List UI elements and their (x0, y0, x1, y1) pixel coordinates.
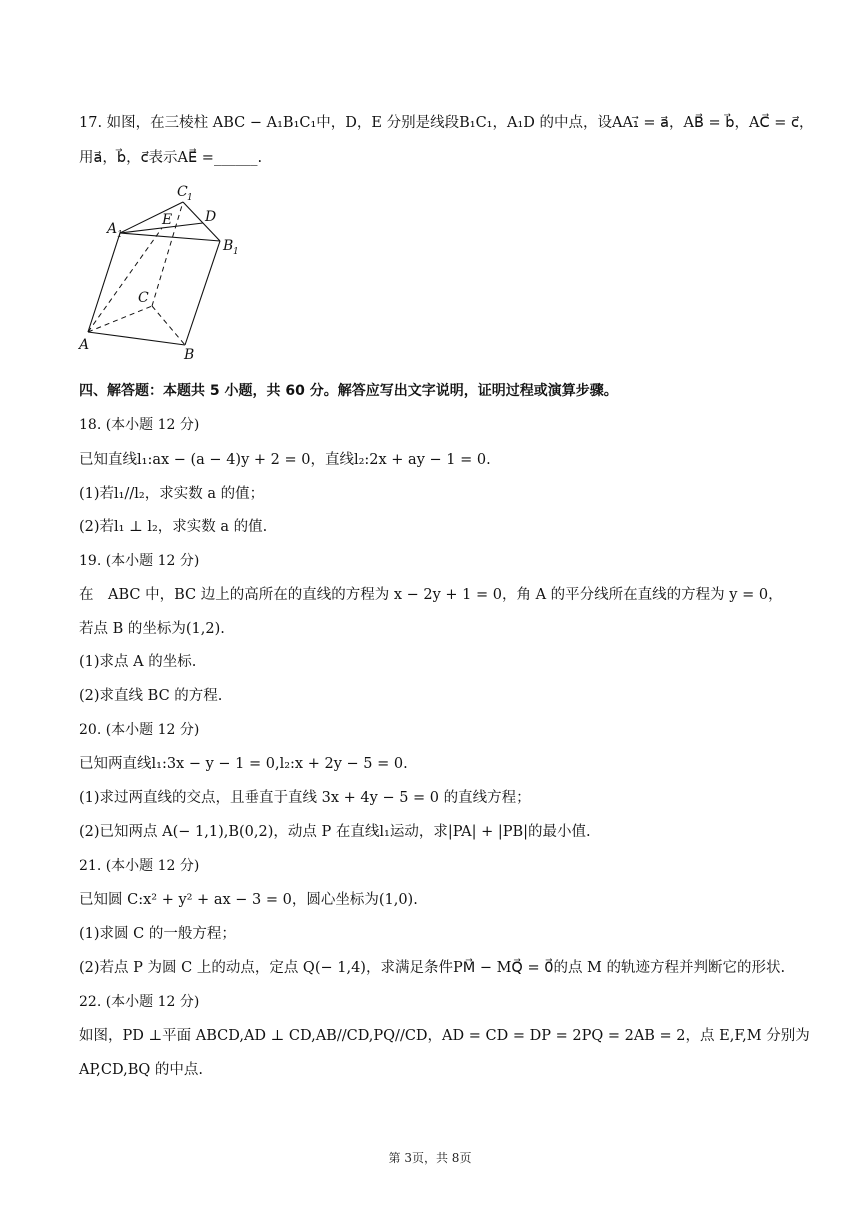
label-d: D (205, 209, 217, 225)
edge-a-b (88, 332, 185, 345)
q19-header: 19. (本小题 12 分) (79, 553, 200, 569)
q19-stem2: 若点 B 的坐标为(1,2). (79, 621, 225, 637)
label-b: B (184, 347, 195, 363)
label-a1: A (107, 221, 118, 237)
q20-header: 20. (本小题 12 分) (79, 722, 200, 738)
q20-stem: 已知两直线l₁:3x − y − 1 = 0,l₂:x + 2y − 5 = 0. (79, 756, 408, 772)
q21-part1: (1)求圆 C 的一般方程； (79, 926, 236, 942)
q17-line2: 用a⃗，b⃗，c⃗表示AE⃗ =______. (79, 150, 263, 166)
label-e: E (162, 212, 173, 228)
label-c: C (138, 290, 149, 306)
label-c1: C (177, 184, 188, 200)
q18-part1: (1)若l₁//l₂，求实数 a 的值； (79, 486, 265, 502)
edge-b-b1 (185, 241, 220, 345)
page-footer: 第 3页，共 8页 (388, 1151, 472, 1165)
q19-stem1: 在 ABC 中，BC 边上的高所在的直线的方程为 x − 2y + 1 = 0，角 A 的平分线所在直线的方程为 y = 0， (79, 587, 783, 603)
q21-header: 21. (本小题 12 分) (79, 858, 200, 874)
q21-stem: 已知圆 C:x² + y² + ax − 3 = 0，圆心坐标为(1,0). (79, 892, 418, 908)
q18-part2: (2)若l₁ ⊥ l₂，求实数 a 的值. (79, 519, 268, 535)
prism-figure (70, 178, 270, 363)
edge-a1-b1 (120, 233, 220, 241)
label-a: A (79, 337, 90, 353)
section-4-heading: 四、解答题：本题共 5 小题，共 60 分。解答应写出文字说明，证明过程或演算步骤。 (79, 383, 618, 399)
label-b1-sub: 1 (233, 247, 239, 257)
q20-part1: (1)求过两直线的交点，且垂直于直线 3x + 4y − 5 = 0 的直线方程； (79, 790, 531, 806)
q22-header: 22. (本小题 12 分) (79, 994, 200, 1010)
q20-part2: (2)已知两点 A(− 1,1),B(0,2)，动点 P 在直线l₁运动，求|PA| + |PB|的最小值. (79, 824, 591, 840)
q22-stem1: 如图，PD ⊥平面 ABCD,AD ⊥ CD,AB//CD,PQ//CD，AD = CD = DP = 2PQ = 2AB = 2，点 E,F,M 分别为 (79, 1028, 810, 1044)
q21-part2: (2)若点 P 为圆 C 上的动点，定点 Q(− 1,4)，求满足条件PM⃗ − MQ⃗ = 0⃗的点 M 的轨迹方程并判断它的形状. (79, 960, 786, 976)
edge-a-c (88, 306, 152, 332)
q22-stem2: AP,CD,BQ 的中点. (79, 1062, 203, 1078)
edge-a1-c1 (120, 202, 183, 233)
label-b1: B (223, 238, 234, 254)
q18-stem: 已知直线l₁:ax − (a − 4)y + 2 = 0，直线l₂:2x + ay − 1 = 0. (79, 452, 491, 468)
edge-c-b (152, 306, 185, 345)
q19-part1: (1)求点 A 的坐标. (79, 654, 197, 670)
q18-header: 18. (本小题 12 分) (79, 417, 200, 433)
q19-part2: (2)求直线 BC 的方程. (79, 688, 223, 704)
label-c1-sub: 1 (187, 193, 193, 203)
label-a1-sub: 1 (117, 230, 123, 240)
q17-line1: 17. 如图，在三棱柱 ABC − A₁B₁C₁中，D，E 分别是线段B₁C₁，A₁D 的中点，设AA₁⃗ = a⃗，AB⃗ = b⃗，AC⃗ = c⃗， (79, 115, 814, 131)
segment-a-e (88, 228, 162, 332)
edge-a-a1 (88, 233, 120, 332)
